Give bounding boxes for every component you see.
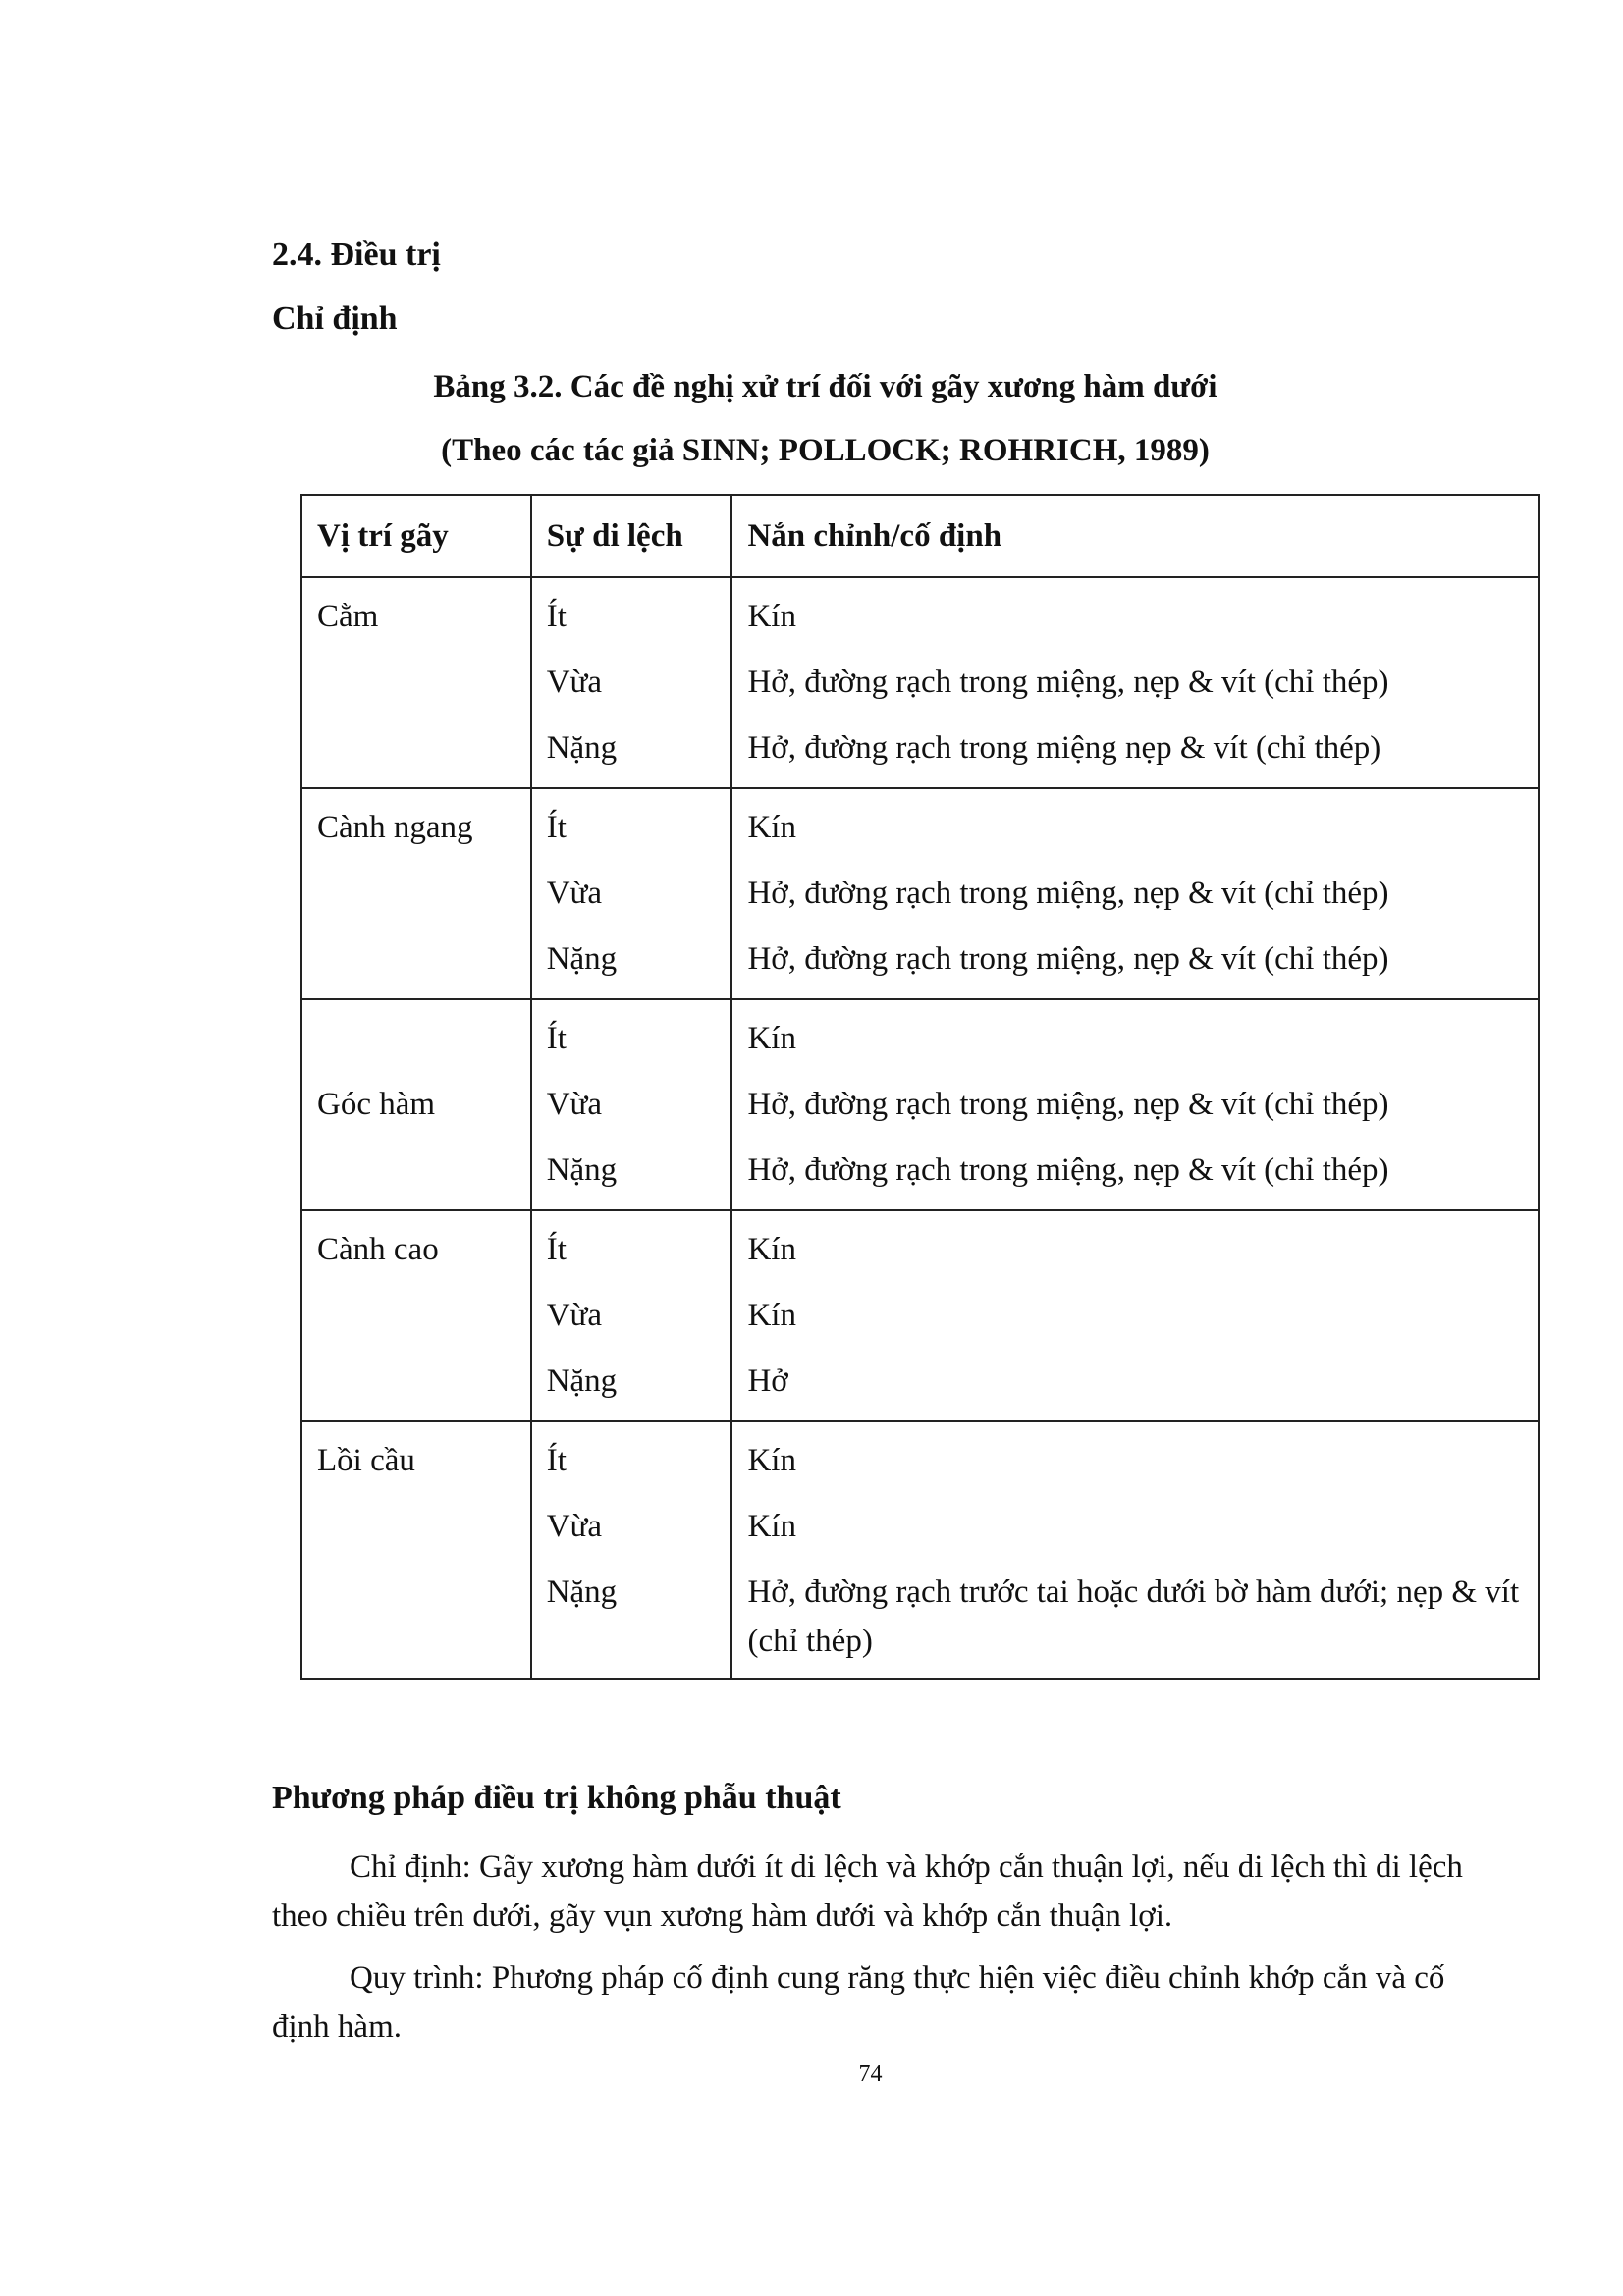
displacement-value: Vừa xyxy=(546,876,603,911)
cell-treatment xyxy=(731,999,1539,1210)
cell-displacement xyxy=(531,999,732,1210)
treatment-value: Kín xyxy=(747,1443,796,1478)
cell-displacement xyxy=(531,788,732,999)
cell-displacement xyxy=(531,577,732,788)
displacement-value: Nặng xyxy=(546,1575,618,1610)
treatment-value: Kín xyxy=(747,1232,796,1267)
location-label: Cằm xyxy=(317,599,379,634)
table-header-row xyxy=(301,495,1539,577)
cell-location xyxy=(301,577,531,788)
cell-treatment xyxy=(731,577,1539,788)
treatment-value: Kín xyxy=(747,1298,796,1333)
displacement-value: Vừa xyxy=(546,665,603,700)
cell-displacement xyxy=(531,1421,732,1679)
table-caption-source: (Theo các tác giả SINN; POLLOCK; ROHRICH, 1989) xyxy=(441,433,1210,468)
cell-treatment xyxy=(731,1210,1539,1421)
table-row xyxy=(301,788,1539,999)
displacement-value: Vừa xyxy=(546,1298,603,1333)
fracture-treatment-table xyxy=(300,494,1540,1680)
treatment-value: Hở, đường rạch trong miệng, nẹp & vít (chỉ thép) xyxy=(747,876,1389,911)
table-row xyxy=(301,1421,1539,1679)
displacement-value: Vừa xyxy=(546,1087,603,1122)
treatment-value: Hở, đường rạch trong miệng, nẹp & vít (chỉ thép) xyxy=(747,1087,1389,1122)
cell-location xyxy=(301,1421,531,1679)
displacement-value: Nặng xyxy=(546,1363,618,1399)
nonsurgical-heading: Phương pháp điều trị không phẫu thuật xyxy=(272,1780,841,1816)
page-number: 74 xyxy=(858,2061,883,2087)
cell-treatment xyxy=(731,788,1539,999)
treatment-value: Hở xyxy=(747,1363,788,1399)
displacement-value: Ít xyxy=(546,810,567,845)
displacement-value: Ít xyxy=(546,1232,567,1267)
cell-treatment xyxy=(731,1421,1539,1679)
header-location: Vị trí gãy xyxy=(301,495,531,577)
cell-location xyxy=(301,999,531,1210)
displacement-value: Ít xyxy=(546,1443,567,1478)
indication-paragraph: Chỉ định: Gãy xương hàm dưới ít di lệch và khớp cắn thuận lợi, nếu di lệch thì di lệch theo chiều trên dưới, gãy vụn xương hàm dưới và khớp cắn thuận lợi. xyxy=(272,1849,1463,1934)
procedure-paragraph: Quy trình: Phương pháp cố định cung răng thực hiện việc điều chỉnh khớp cắn và cố định hàm. xyxy=(272,1960,1445,2045)
treatment-value: Kín xyxy=(747,1021,796,1056)
header-treatment: Nắn chỉnh/cố định xyxy=(731,495,1539,577)
displacement-value: Nặng xyxy=(546,941,618,977)
cell-location xyxy=(301,1210,531,1421)
cell-location xyxy=(301,788,531,999)
location-label: Lồi cầu xyxy=(317,1443,415,1478)
location-label: Góc hàm xyxy=(317,1087,436,1122)
displacement-value: Nặng xyxy=(546,730,618,766)
displacement-value: Ít xyxy=(546,1021,567,1056)
treatment-value: Kín xyxy=(747,599,796,634)
cell-displacement xyxy=(531,1210,732,1421)
section-heading: 2.4. Điều trị xyxy=(272,237,441,273)
location-label: Cành ngang xyxy=(317,810,473,845)
table-row xyxy=(301,577,1539,788)
treatment-value: Hở, đường rạch trong miệng, nẹp & vít (chỉ thép) xyxy=(747,1152,1389,1188)
location-label: Cành cao xyxy=(317,1232,439,1267)
displacement-value: Nặng xyxy=(546,1152,618,1188)
subsection-heading: Chỉ định xyxy=(272,300,398,337)
treatment-value: Hở, đường rạch trong miệng, nẹp & vít (chỉ thép) xyxy=(747,941,1389,977)
table-row xyxy=(301,999,1539,1210)
treatment-value: Kín xyxy=(747,1509,796,1544)
table-row xyxy=(301,1210,1539,1421)
treatment-value: Hở, đường rạch trước tai hoặc dưới bờ hàm dưới; nẹp & vít (chỉ thép) xyxy=(747,1575,1520,1659)
table-caption-title: Bảng 3.2. Các đề nghị xử trí đối với gãy xương hàm dưới xyxy=(433,369,1217,404)
header-displacement: Sự di lệch xyxy=(531,495,732,577)
treatment-value: Hở, đường rạch trong miệng nẹp & vít (chỉ thép) xyxy=(747,730,1381,766)
treatment-value: Kín xyxy=(747,810,796,845)
displacement-value: Ít xyxy=(546,599,567,634)
displacement-value: Vừa xyxy=(546,1509,603,1544)
treatment-value: Hở, đường rạch trong miệng, nẹp & vít (chỉ thép) xyxy=(747,665,1389,700)
